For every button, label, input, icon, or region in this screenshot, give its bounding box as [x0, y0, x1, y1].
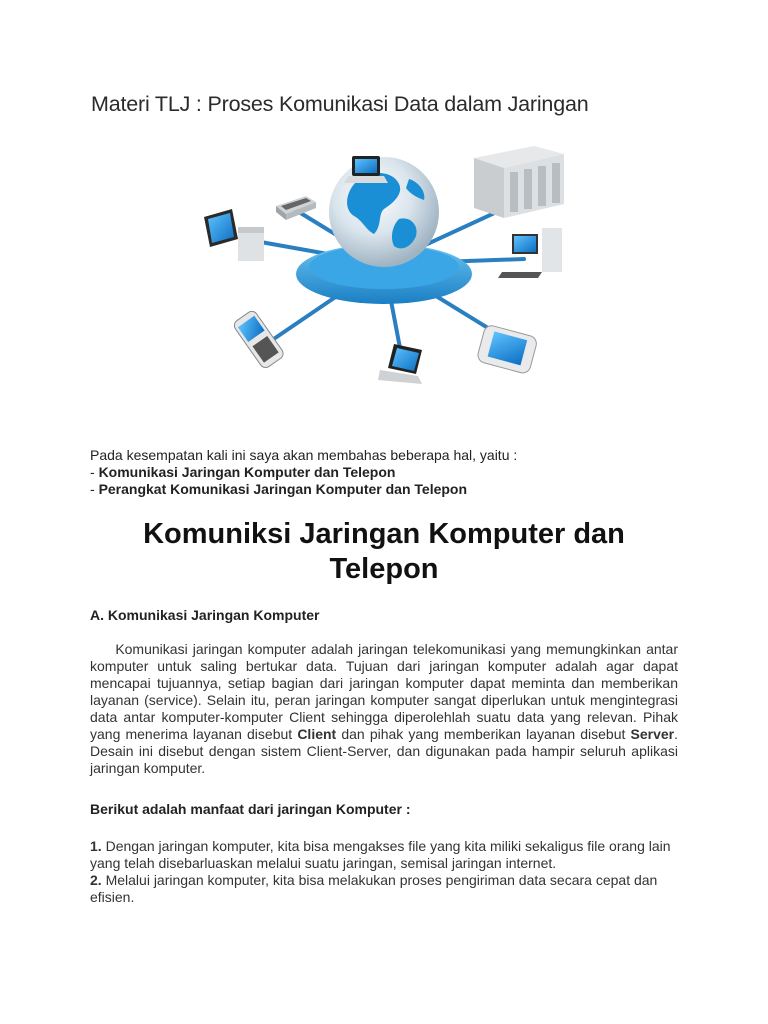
list-dash: - [90, 481, 99, 497]
list-item-number: 2. [90, 872, 102, 888]
intro-item [90, 481, 690, 498]
list-dash: - [90, 464, 99, 480]
intro-item [90, 464, 690, 481]
body-paragraph [90, 641, 678, 777]
paragraph-text: Komunikasi jaringan komputer adalah jaringan telekomunikasi yang memungkinkan antar komputer untuk saling bertukar data. Tujuan dari jaringan komputer adalah agar dapat mencapai tujuannya, setiap bagian dari jaringan komputer dapat meminta dan memberikan layanan (service). Selain itu, peran jaringan komputer sangat diperlukan untuk mengintegrasi data antar komputer-komputer Client sehingga diperolehlah suatu data yang relevan. Pihak yang menerima layanan disebut [90, 641, 678, 742]
laptop-icon [378, 344, 422, 384]
client-term: Client [297, 726, 337, 742]
list-item [90, 872, 678, 906]
intro-block [90, 447, 690, 498]
tablet-icon [204, 209, 264, 261]
server-rack-icon [474, 146, 564, 218]
paragraph-text: . Desain ini disebut dengan sistem Client-Server, dan digunakan pada hampir seluruh aplikasi jaringan komputer. [90, 726, 679, 776]
subsection-heading: A. Komunikasi Jaringan Komputer [90, 607, 320, 623]
benefits-heading: Berikut adalah manfaat dari jaringan Komputer : [90, 801, 411, 817]
desktop-computer-icon [498, 228, 562, 278]
section-heading: Komuniksi Jaringan Komputer dan Telepon [143, 518, 625, 585]
mobile-phone-icon [232, 309, 285, 370]
list-item [90, 838, 678, 872]
benefits-list [90, 838, 678, 906]
paragraph-text: dan pihak yang memberikan layanan disebut [341, 726, 626, 742]
intro-item-text: Komunikasi Jaringan Komputer dan Telepon [98, 464, 396, 480]
server-term: Server [630, 726, 675, 742]
list-item-text: Dengan jaringan komputer, kita bisa mengakses file yang kita miliki sekaligus file orang lain yang telah disebarluaskan melalui suatu jaringan, semisal jaringan internet. [90, 838, 671, 871]
scanner-icon [276, 196, 316, 220]
intro-lead: Pada kesempatan kali ini saya akan membahas beberapa hal, yaitu : [90, 447, 518, 463]
list-item-number: 1. [90, 838, 102, 854]
intro-item-text: Perangkat Komunikasi Jaringan Komputer dan Telepon [98, 481, 468, 497]
list-item-text: Melalui jaringan komputer, kita bisa melakukan proses pengiriman data secara cepat dan efisien. [90, 872, 658, 905]
network-illustration [194, 134, 576, 432]
document-title: Materi TLJ : Proses Komunikasi Data dalam Jaringan [91, 92, 589, 116]
pda-icon [476, 324, 538, 375]
